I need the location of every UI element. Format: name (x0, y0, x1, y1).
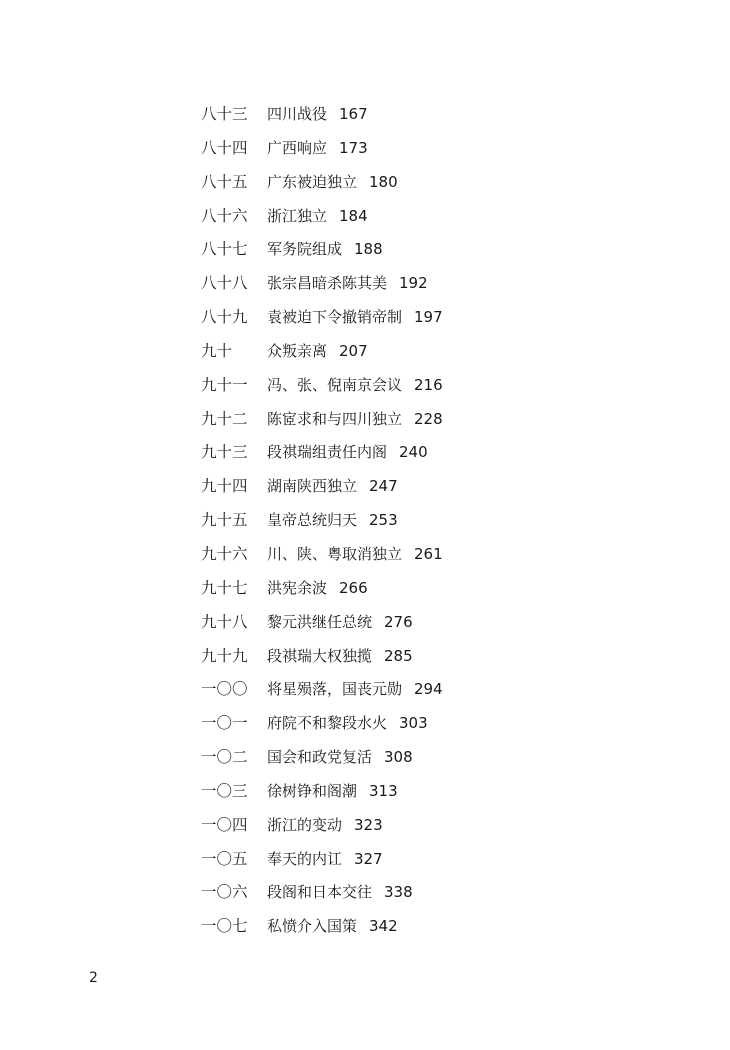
chapter-page: 192 (399, 274, 428, 293)
chapter-title: 陈宧求和与四川独立 (267, 409, 403, 428)
chapter-number: 一〇三 (201, 781, 248, 800)
chapter-page: 276 (384, 612, 413, 631)
chapter-number: 一〇四 (201, 815, 248, 834)
chapter-number: 九十八 (201, 612, 248, 631)
toc-entry (201, 910, 443, 944)
chapter-page: 216 (414, 375, 443, 394)
chapter-title: 军务院组成 (267, 240, 343, 259)
chapter-page: 247 (369, 477, 398, 496)
toc-entry (201, 335, 443, 369)
toc-entry (201, 470, 443, 504)
toc-entry (201, 538, 443, 572)
chapter-title: 广西响应 (267, 138, 328, 157)
toc-entry (201, 741, 443, 775)
chapter-title: 众叛亲离 (267, 341, 328, 360)
chapter-title: 浙江的变动 (267, 815, 343, 834)
toc-entry (201, 673, 443, 707)
chapter-page: 253 (369, 511, 398, 530)
chapter-title: 洪宪余波 (267, 578, 328, 597)
chapter-title: 湖南陕西独立 (267, 477, 358, 496)
toc-entry (201, 233, 443, 267)
toc-entry (201, 301, 443, 335)
chapter-page: 338 (384, 883, 413, 902)
chapter-page: 294 (414, 680, 443, 699)
toc-entry (201, 267, 443, 301)
chapter-number: 八十九 (201, 308, 248, 327)
chapter-title: 川、陕、粤取消独立 (267, 544, 403, 563)
chapter-page: 173 (339, 138, 368, 157)
toc-entry (201, 403, 443, 437)
chapter-title: 将星殒落，国丧元勋 (267, 680, 403, 699)
chapter-title: 广东被迫独立 (267, 172, 358, 191)
toc-entry (201, 369, 443, 403)
toc-entry (201, 843, 443, 877)
chapter-number: 九十四 (201, 477, 248, 496)
chapter-title: 浙江独立 (267, 206, 328, 225)
chapter-page: 188 (354, 240, 383, 259)
chapter-number: 八十七 (201, 240, 248, 259)
chapter-number: 一〇七 (201, 917, 248, 936)
toc-entry (201, 606, 443, 640)
chapter-number: 八十六 (201, 206, 248, 225)
chapter-title: 张宗昌暗杀陈其美 (267, 274, 388, 293)
chapter-number: 一〇六 (201, 883, 248, 902)
toc-entry (201, 572, 443, 606)
chapter-title: 段祺瑞组责任内阁 (267, 443, 388, 462)
chapter-page: 313 (369, 781, 398, 800)
chapter-number: 九十二 (201, 409, 248, 428)
chapter-number: 九十五 (201, 511, 248, 530)
chapter-number: 九十九 (201, 646, 248, 665)
chapter-title: 私愤介入国策 (267, 917, 358, 936)
chapter-number: 一〇〇 (201, 680, 248, 699)
toc-entry (201, 809, 443, 843)
chapter-title: 府院不和黎段水火 (267, 714, 388, 733)
toc-entry (201, 132, 443, 166)
toc-entry (201, 775, 443, 809)
chapter-number: 九十七 (201, 578, 248, 597)
chapter-number: 八十五 (201, 172, 248, 191)
chapter-number: 九十一 (201, 375, 248, 394)
table-of-contents (201, 98, 443, 944)
toc-entry (201, 166, 443, 200)
chapter-page: 228 (414, 409, 443, 428)
chapter-title: 奉天的内讧 (267, 849, 343, 868)
chapter-number: 一〇二 (201, 748, 248, 767)
page-number: 2 (89, 970, 98, 986)
chapter-number: 一〇五 (201, 849, 248, 868)
toc-entry (201, 200, 443, 234)
chapter-page: 207 (339, 341, 368, 360)
chapter-title: 黎元洪继任总统 (267, 612, 373, 631)
toc-entry (201, 640, 443, 674)
toc-entry (201, 707, 443, 741)
chapter-title: 冯、张、倪南京会议 (267, 375, 403, 394)
chapter-page: 303 (399, 714, 428, 733)
chapter-title: 段祺瑞大权独揽 (267, 646, 373, 665)
toc-entry (201, 98, 443, 132)
chapter-page: 197 (414, 308, 443, 327)
chapter-number: 九十三 (201, 443, 248, 462)
chapter-number: 八十四 (201, 138, 248, 157)
chapter-page: 323 (354, 815, 383, 834)
chapter-title: 袁被迫下令撤销帝制 (267, 308, 403, 327)
chapter-number: 八十八 (201, 274, 248, 293)
chapter-title: 皇帝总统归天 (267, 511, 358, 530)
chapter-number: 一〇一 (201, 714, 248, 733)
chapter-page: 342 (369, 917, 398, 936)
toc-entry (201, 436, 443, 470)
chapter-number: 八十三 (201, 105, 248, 123)
toc-entry (201, 504, 443, 538)
chapter-page: 285 (384, 646, 413, 665)
chapter-page: 167 (339, 105, 368, 123)
chapter-number: 九十 (201, 341, 233, 360)
chapter-page: 266 (339, 578, 368, 597)
chapter-page: 184 (339, 206, 368, 225)
chapter-title: 段阁和日本交往 (267, 883, 373, 902)
chapter-title: 徐树铮和阁潮 (267, 781, 358, 800)
chapter-page: 180 (369, 172, 398, 191)
chapter-page: 240 (399, 443, 428, 462)
chapter-title: 四川战役 (267, 105, 328, 123)
chapter-page: 327 (354, 849, 383, 868)
chapter-number: 九十六 (201, 544, 248, 563)
chapter-page: 308 (384, 748, 413, 767)
chapter-title: 国会和政党复活 (267, 748, 373, 767)
chapter-page: 261 (414, 544, 443, 563)
toc-entry (201, 876, 443, 910)
